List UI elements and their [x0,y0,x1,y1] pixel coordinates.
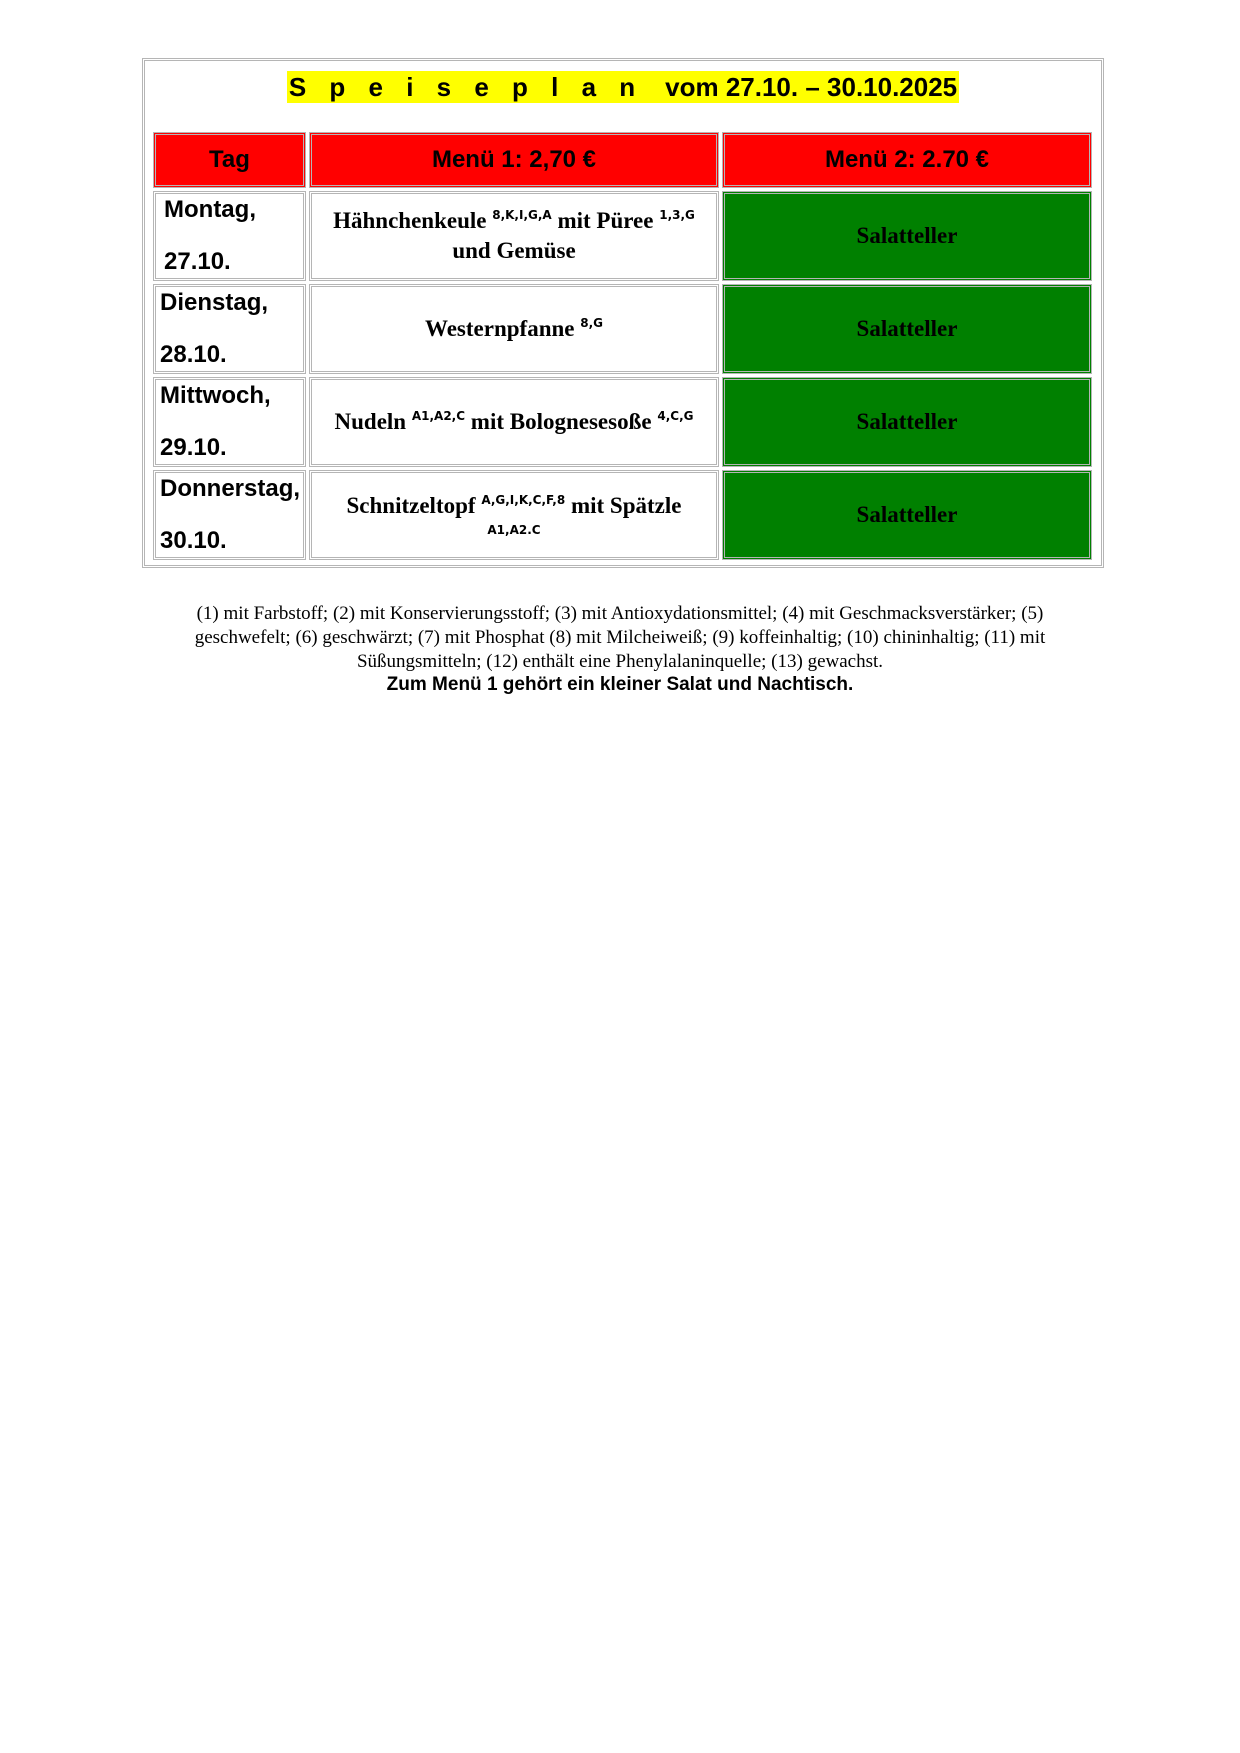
allergen-codes: 1,3,G [659,208,695,222]
dish-name: Hähnchenkeule [333,208,487,233]
allergen-codes: 4,C,G [657,409,694,423]
menu-note: Zum Menü 1 gehört ein kleiner Salat und Nachtisch. [386,674,854,695]
dish-name: Nudeln [334,409,407,434]
menu-plan-table [142,58,1104,568]
header-day: Tag [153,132,306,188]
day-cell-thursday [153,470,306,560]
menu1-cell-monday [309,191,719,281]
menu2-cell-wednesday: Salatteller [722,377,1092,467]
dish-side: mit Spätzle [570,493,682,518]
menu1-cell-wednesday [309,377,719,467]
menu1-cell-tuesday [309,284,719,374]
dish-side: mit Püree [557,208,654,233]
additives-legend: (1) mit Farbstoff; (2) mit Konservierungsstoff; (3) mit Antioxydationsmittel; (4) mit Geschmacksverstärker; (5) geschwefelt; (6) geschwärzt; (7) mit Phosphat (8) mit Milcheiweiß; (9) koffeinhaltig; (10) chininhaltig; (11) mit Süßungsmitteln; (12) enthält eine Phenylalaninquelle; (13) gewachst. [194,603,1046,672]
menu2-cell-tuesday: Salatteller [722,284,1092,374]
menu2-cell-thursday: Salatteller [722,470,1092,560]
day-name: Donnerstag, [160,475,301,502]
menu1-line [425,314,603,344]
allergen-codes: 8,G [580,316,603,330]
dish-name: Westernpfanne [424,316,575,341]
day-name: Mittwoch, [160,382,271,409]
header-menu1: Menü 1: 2,70 € [309,132,719,188]
dish-side: mit Bolognesesoße [470,409,652,434]
day-date: 29.10. [160,434,227,461]
day-name: Dienstag, [160,289,269,316]
menu1-line [333,206,695,236]
day-cell-tuesday [153,284,306,374]
allergen-codes: A1,A2.C [487,523,541,537]
page-title [287,71,959,103]
title-date-range: vom 27.10. – 30.10.2025 [665,72,958,102]
day-date: 30.10. [160,527,227,554]
day-name: Montag, [164,196,256,223]
dish-name: Schnitzeltopf [346,493,476,518]
header-menu2: Menü 2: 2.70 € [722,132,1092,188]
day-cell-wednesday [153,377,306,467]
day-date: 27.10. [164,248,231,275]
title-row [145,61,1101,125]
menu1-line [347,491,682,521]
menu1-cell-thursday [309,470,719,560]
menu2-cell-monday: Salatteller [722,191,1092,281]
allergen-codes: A1,A2,C [411,409,466,423]
allergen-codes: 8,K,I,G,A [492,208,552,222]
day-cell-monday [153,191,306,281]
dish-extra: und Gemüse [452,238,576,263]
menu1-line [335,407,694,437]
allergen-codes: A,G,I,K,C,F,8 [481,493,566,507]
day-date: 28.10. [160,341,227,368]
title-word: S p e i s e p l a n [288,72,644,102]
